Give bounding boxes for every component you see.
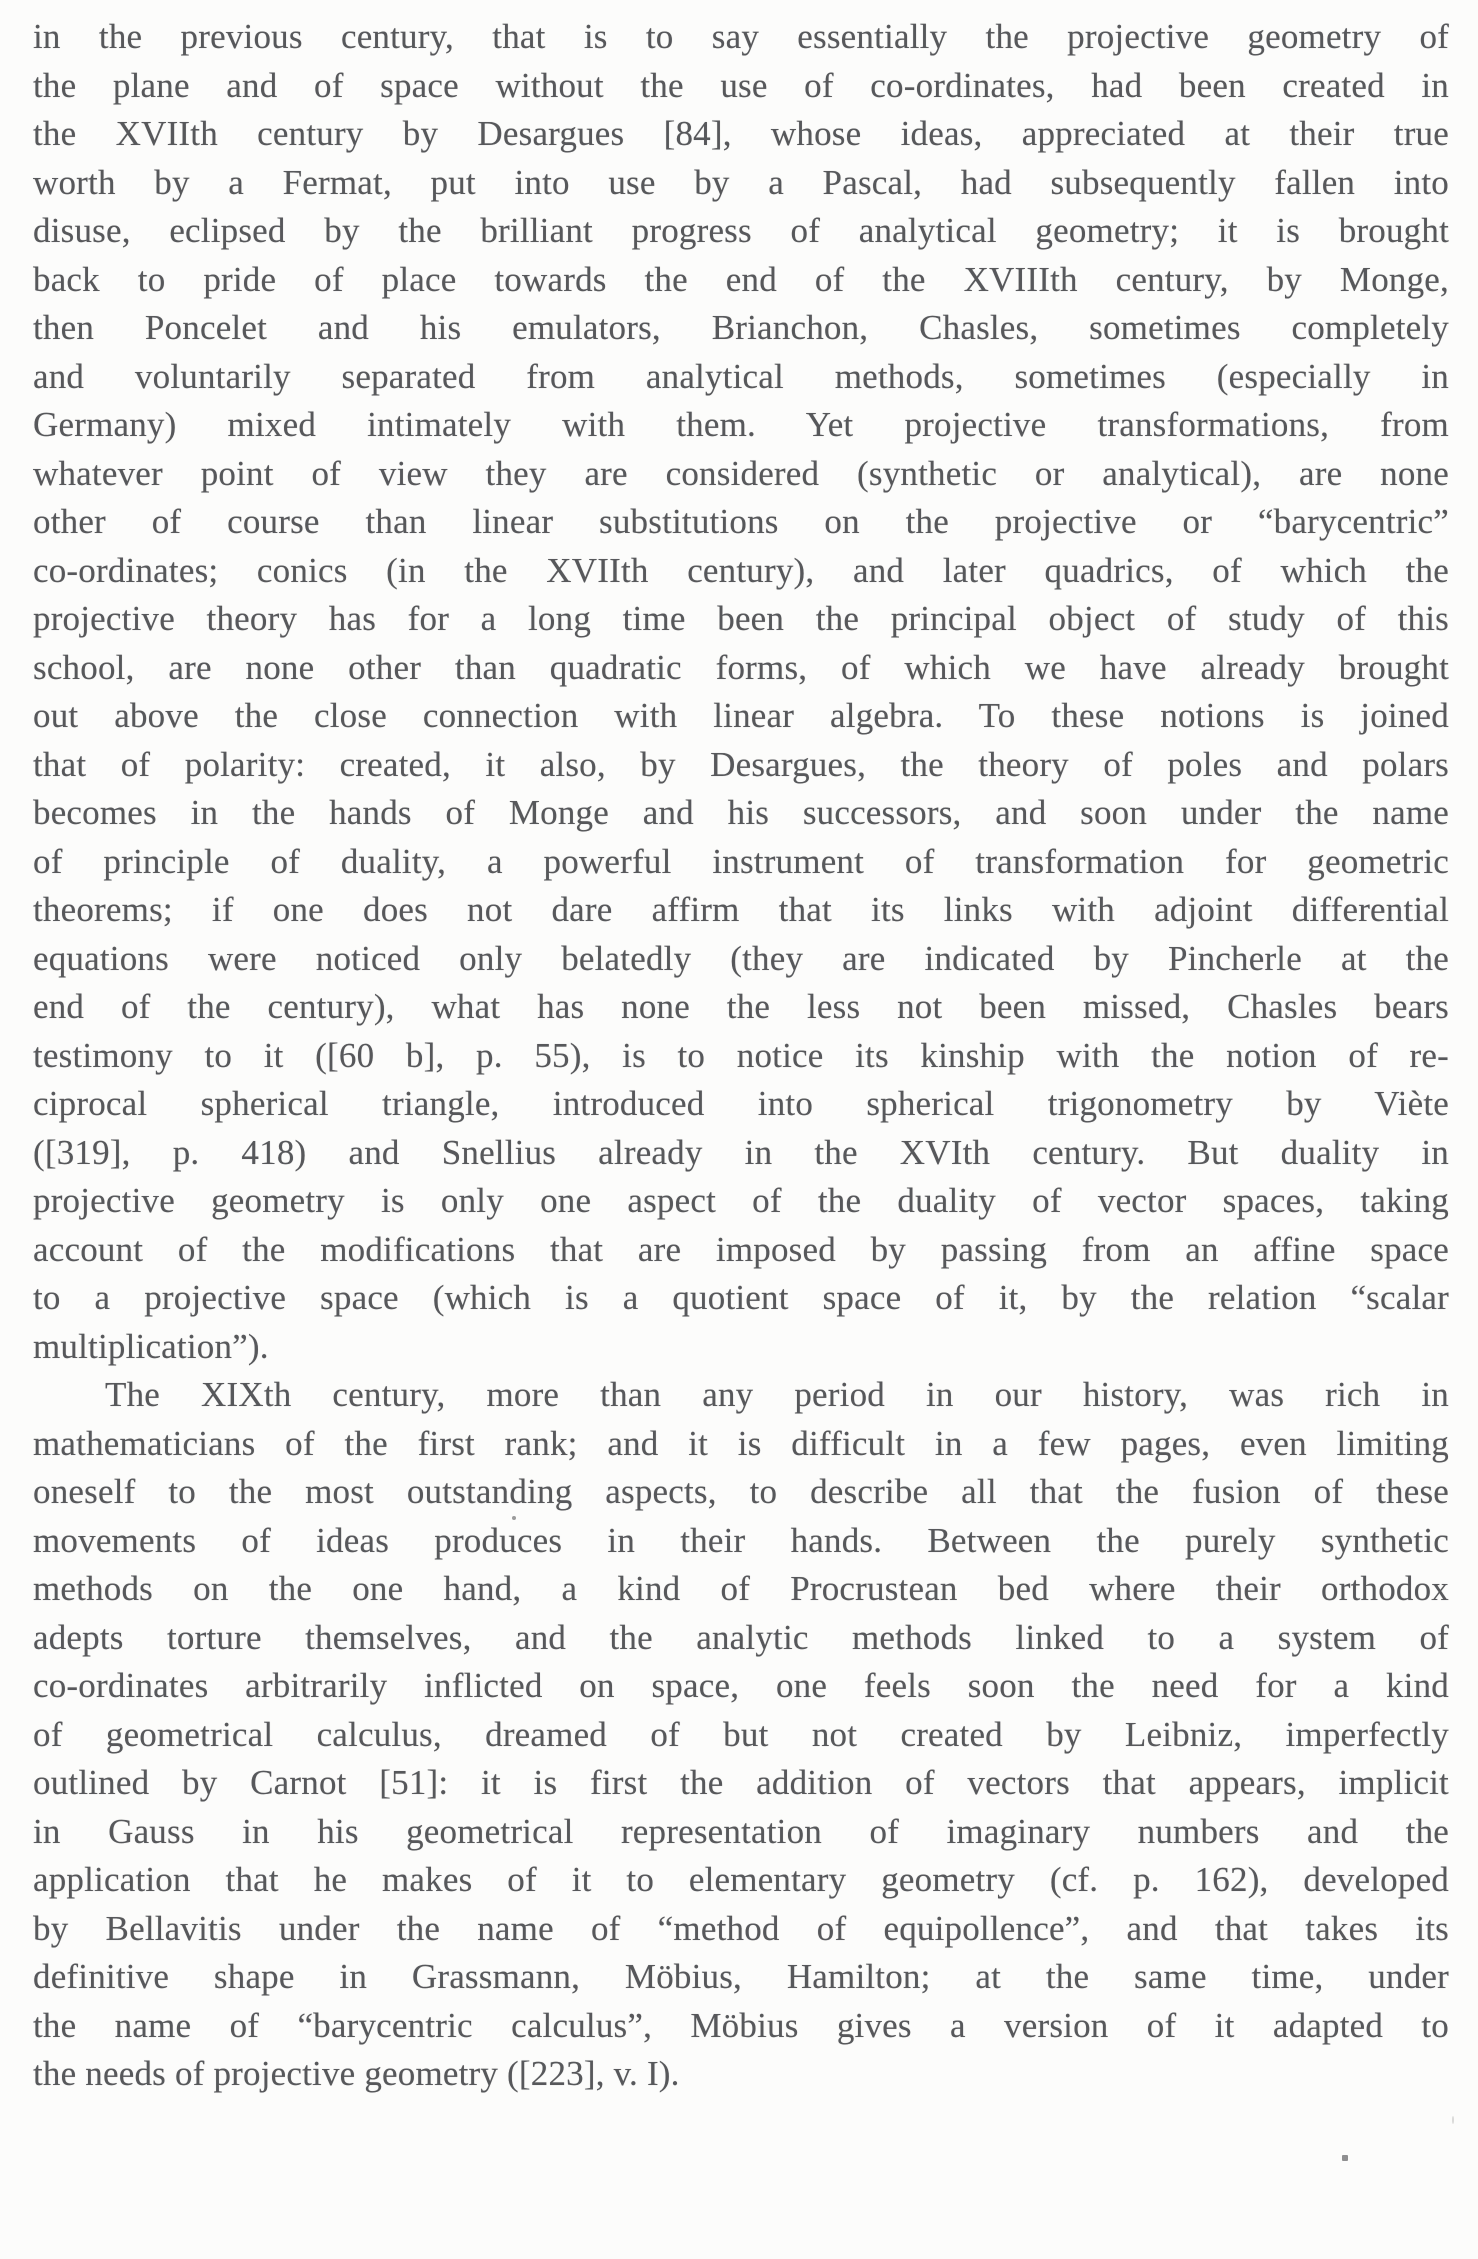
text-line: disuse, eclipsed by the brilliant progress of analytical geometry; it is brought [33, 211, 1449, 250]
text-line: account of the modifications that are imposed by passing from an affine space [33, 1229, 1449, 1269]
text-line: co-ordinates; conics (in the XVIIth century), and later quadrics, of which the [33, 550, 1449, 590]
text-line: in the previous century, that is to say essentially the projective geometry of [33, 17, 1449, 56]
text-line: oneself to the most outstanding aspects, to describe all that the fusion of these [33, 1472, 1449, 1511]
text-line: of geometrical calculus, dreamed of but not created by Leibniz, imperfectly [33, 1714, 1449, 1754]
text-line: of principle of duality, a powerful instrument of transformation for geometric [33, 841, 1449, 881]
text-line: and voluntarily separated from analytical methods, sometimes (especially in [33, 356, 1449, 396]
text-line: end of the century), what has none the less not been missed, Chasles bears [33, 987, 1449, 1026]
text-line: other of course than linear substitutions on the projective or “barycentric” [33, 502, 1449, 541]
text-line: the needs of projective geometry ([223], v. I). [33, 2054, 680, 2093]
text-line: co-ordinates arbitrarily inflicted on space, one feels soon the need for a kind [33, 1666, 1449, 1705]
body-text [33, 13, 1449, 2099]
text-line: adepts torture themselves, and the analytic methods linked to a system of [33, 1617, 1449, 1657]
text-line: to a projective space (which is a quotient space of it, by the relation “scalar [33, 1278, 1449, 1317]
text-line: The XIXth century, more than any period in our history, was rich in [105, 1375, 1449, 1414]
text-line: theorems; if one does not dare affirm that its links with adjoint differential [33, 890, 1449, 929]
text-line: in Gauss in his geometrical representation of imaginary numbers and the [33, 1811, 1449, 1851]
text-line: equations were noticed only belatedly (they are indicated by Pincherle at the [33, 938, 1449, 978]
scan-speck [1342, 2155, 1348, 2161]
text-line: projective geometry is only one aspect of the duality of vector spaces, taking [33, 1181, 1449, 1220]
text-line: the XVIIth century by Desargues [84], whose ideas, appreciated at their true [33, 114, 1449, 153]
text-line: ([319], p. 418) and Snellius already in the XVIth century. But duality in [33, 1132, 1449, 1172]
text-line: definitive shape in Grassmann, Möbius, Hamilton; at the same time, under [33, 1957, 1449, 1996]
text-line: projective theory has for a long time been the principal object of study of this [33, 599, 1449, 638]
text-line: back to pride of place towards the end of the XVIIIth century, by Monge, [33, 259, 1449, 299]
scan-speck [512, 1516, 516, 1520]
text-line: outlined by Carnot [51]: it is first the addition of vectors that appears, implicit [33, 1763, 1449, 1802]
text-line: out above the close connection with linear algebra. To these notions is joined [33, 696, 1449, 735]
text-line: multiplication”). [33, 1326, 269, 1366]
text-line: methods on the one hand, a kind of Procrustean bed where their orthodox [33, 1569, 1449, 1608]
text-line: the name of “barycentric calculus”, Möbius gives a version of it adapted to [33, 2005, 1449, 2045]
text-line: testimony to it ([60 b], p. 55), is to notice its kinship with the notion of re- [33, 1035, 1449, 1075]
text-line: by Bellavitis under the name of “method of equipollence”, and that takes its [33, 1908, 1449, 1948]
text-line: the plane and of space without the use of co-ordinates, had been created in [33, 65, 1449, 105]
text-line: worth by a Fermat, put into use by a Pascal, had subsequently fallen into [33, 162, 1449, 202]
text-line: school, are none other than quadratic forms, of which we have already brought [33, 647, 1449, 687]
text-line: becomes in the hands of Monge and his successors, and soon under the name [33, 793, 1449, 832]
text-line: Germany) mixed intimately with them. Yet projective transformations, from [33, 405, 1449, 444]
text-line: that of polarity: created, it also, by Desargues, the theory of poles and polars [33, 744, 1449, 784]
text-line: ciprocal spherical triangle, introduced into spherical trigonometry by Viète [33, 1084, 1449, 1123]
text-line: application that he makes of it to elementary geometry (cf. p. 162), developed [33, 1860, 1449, 1899]
scan-speck [1452, 2116, 1454, 2124]
text-line: then Poncelet and his emulators, Brianchon, Chasles, sometimes completely [33, 308, 1449, 347]
text-line: mathematicians of the first rank; and it is difficult in a few pages, even limiting [33, 1423, 1449, 1463]
text-line: movements of ideas produces in their hands. Between the purely synthetic [33, 1520, 1449, 1560]
text-line: whatever point of view they are considered (synthetic or analytical), are none [33, 453, 1449, 493]
